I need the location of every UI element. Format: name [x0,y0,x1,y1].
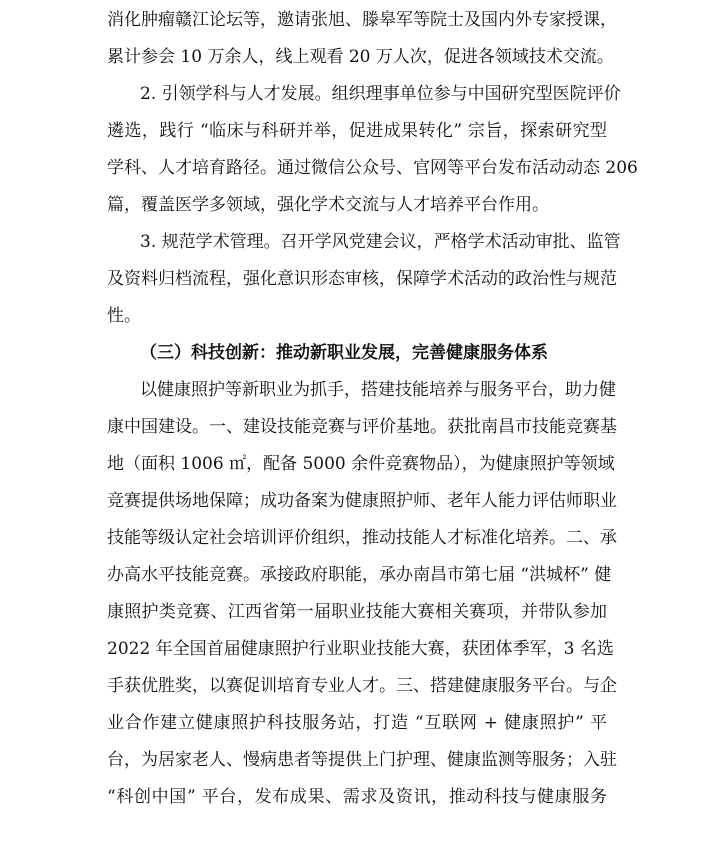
text-line: 地（面积 1006 ㎡，配备 5000 余件竞赛物品），为健康照护等领域 [107,454,615,474]
text-line: 篇，覆盖医学多领域，强化学术交流与人才培养平台作用。 [107,195,549,215]
text-line: 2022 年全国首届健康照护行业职业技能大赛，获团体季军，3 名选 [107,639,614,659]
text-line: 手获优胜奖，以赛促训培育专业人才。三、搭建健康服务平台。与企 [107,676,617,696]
text-line: 累计参会 10 万余人，线上观看 20 万人次，促进各领域技术交流。 [107,47,614,67]
text-line: 业合作建立健康照护科技服务站，打造 “互联网 + 健康照护” 平 [107,713,607,733]
text-line: 2. 引领学科与人才发展。组织理事单位参与中国研究型医院评价 [140,84,621,104]
text-line: 台，为居家老人、慢病患者等提供上门护理、健康监测等服务；入驻 [107,750,617,770]
text-line: 康照护类竞赛、江西省第一届职业技能大赛相关赛项，并带队参加 [107,602,607,622]
text-line: 及资料归档流程，强化意识形态审核，保障学术活动的政治性与规范 [107,269,617,289]
text-line: 消化肿瘤赣江论坛等，邀请张旭、滕皋军等院士及国内外专家授课， [107,10,617,30]
section-heading: （三）科技创新：推动新职业发展，完善健康服务体系 [140,343,548,363]
text-line: 3. 规范学术管理。召开学风党建会议，严格学术活动审批、监管 [140,232,621,252]
text-line: “科创中国” 平台，发布成果、需求及资讯，推动科技与健康服务 [107,787,607,807]
text-line: 技能等级认定社会培训评价组织，推动技能人才标准化培养。二、承 [107,528,617,548]
text-line: 竞赛提供场地保障；成功备案为健康照护师、老年人能力评估师职业 [107,491,617,511]
text-line: 办高水平技能竞赛。承接政府职能，承办南昌市第七届 “洪城杯” 健 [107,565,612,585]
text-line: 学科、人才培育路径。通过微信公众号、官网等平台发布活动动态 206 [107,158,638,178]
text-line: 以健康照护等新职业为抓手，搭建技能培养与服务平台，助力健 [140,380,616,400]
text-line: 性。 [107,306,141,326]
text-line: 康中国建设。一、建设技能竞赛与评价基地。获批南昌市技能竞赛基 [107,417,617,437]
text-line: 遴选，践行 “临床与科研并举，促进成果转化” 宗旨，探索研究型 [107,121,607,141]
